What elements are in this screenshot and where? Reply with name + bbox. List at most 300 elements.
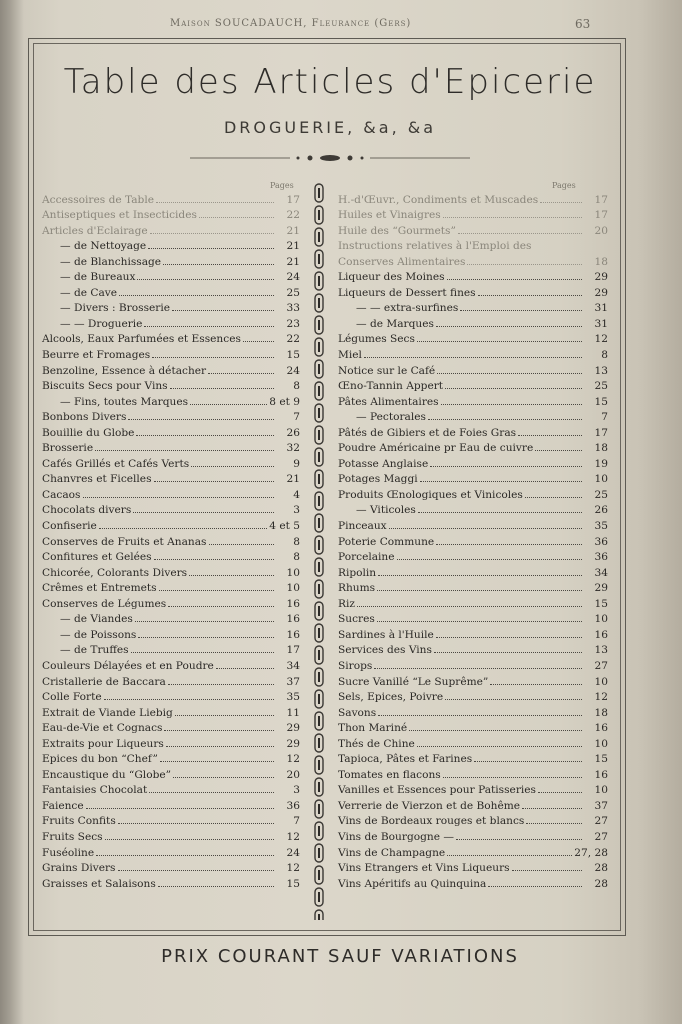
entry-page-number: 34	[286, 659, 300, 672]
dot-leader	[512, 870, 582, 871]
dot-leader	[478, 295, 582, 296]
entry-label: Fruits Confits	[42, 815, 116, 828]
dot-leader	[434, 652, 582, 653]
entry-page-number: 29	[594, 286, 608, 299]
index-entry	[338, 859, 608, 875]
entry-page-number: 15	[286, 349, 300, 362]
dot-leader	[191, 466, 274, 467]
dot-leader	[154, 559, 274, 560]
entry-label: Chocolats divers	[42, 504, 132, 517]
index-entry	[338, 190, 608, 206]
entry-label: Pinceaux	[338, 520, 387, 533]
dot-leader	[447, 855, 572, 856]
dot-leader	[397, 559, 582, 560]
index-entry	[42, 330, 300, 346]
entry-label: Pâtés de Gibiers et de Foies Gras	[338, 426, 517, 439]
dot-leader	[170, 388, 274, 389]
entry-page-number: 16	[594, 768, 608, 781]
index-entry	[338, 563, 608, 579]
index-entry	[338, 641, 608, 657]
entry-page-number: 24	[286, 271, 300, 284]
entry-label: Poterie Commune	[338, 535, 435, 548]
entry-page-number: 4 et 5	[269, 520, 300, 533]
index-entry	[42, 656, 300, 672]
entry-page-number: 8	[293, 551, 300, 564]
index-entry	[42, 516, 300, 532]
dot-leader	[138, 637, 274, 638]
index-entry	[338, 423, 608, 439]
dot-leader	[377, 621, 582, 622]
dot-leader	[377, 590, 582, 591]
dot-leader	[168, 606, 274, 607]
dot-leader	[199, 217, 274, 218]
entry-label: Verrerie de Vierzon et de Bohême	[338, 799, 521, 812]
entry-label: Sels, Epices, Poivre	[338, 691, 444, 704]
entry-page-number: 37	[594, 799, 608, 812]
dot-leader	[118, 870, 275, 871]
dot-leader	[540, 202, 582, 203]
dot-leader	[436, 326, 582, 327]
dot-leader	[538, 792, 582, 793]
entry-page-number: 22	[286, 333, 300, 346]
dot-leader	[420, 481, 582, 482]
entry-page-number: 12	[594, 691, 608, 704]
dot-leader	[133, 512, 274, 513]
entry-page-number: 31	[594, 317, 608, 330]
dot-leader	[458, 233, 582, 234]
entry-page-number: 36	[594, 535, 608, 548]
dot-leader	[135, 621, 274, 622]
entry-label: — de Nettoyage	[60, 240, 147, 253]
entry-page-number: 21	[286, 224, 300, 237]
entry-label: Potages Maggi	[338, 473, 418, 486]
index-entry	[338, 299, 608, 315]
entry-page-number: 15	[594, 753, 608, 766]
dot-leader	[99, 528, 267, 529]
index-entry	[42, 703, 300, 719]
entry-page-number: 10	[286, 566, 300, 579]
entry-label: Thés de Chine	[338, 737, 415, 750]
entry-label: — de Marques	[356, 317, 434, 330]
entry-label: — Viticoles	[356, 504, 416, 517]
index-entry	[42, 283, 300, 299]
entry-page-number: 15	[594, 395, 608, 408]
index-entry	[338, 672, 608, 688]
entry-page-number: 16	[286, 613, 300, 626]
index-entry	[42, 548, 300, 564]
entry-page-number: 36	[286, 799, 300, 812]
entry-page-number: 18	[594, 706, 608, 719]
left-index-column	[42, 190, 300, 890]
dot-leader	[526, 823, 582, 824]
entry-page-number: 36	[594, 551, 608, 564]
index-entry	[338, 206, 608, 222]
index-entry	[42, 827, 300, 843]
index-entry	[338, 532, 608, 548]
index-entry	[338, 719, 608, 735]
index-entry	[42, 688, 300, 704]
index-entry	[42, 796, 300, 812]
index-entry	[338, 485, 608, 501]
page-subtitle: DROGUERIE, &a, &a	[223, 118, 437, 137]
index-entry	[338, 439, 608, 455]
index-entry	[42, 190, 300, 206]
index-entry	[42, 501, 300, 517]
dot-leader	[430, 466, 582, 467]
index-entry	[42, 485, 300, 501]
entry-page-number: 31	[594, 302, 608, 315]
index-entry	[42, 781, 300, 797]
entry-page-number: 15	[286, 877, 300, 890]
entry-label: Bonbons Divers	[42, 411, 127, 424]
entry-page-number: 37	[286, 675, 300, 688]
entry-label: Vins de Bourgogne —	[338, 830, 454, 843]
dot-leader	[119, 295, 274, 296]
index-entry	[42, 299, 300, 315]
dot-leader	[441, 404, 582, 405]
entry-label: Eau-de-Vie et Cognacs	[42, 722, 163, 735]
dot-leader	[137, 279, 274, 280]
index-entry	[338, 454, 608, 470]
dot-leader	[357, 606, 582, 607]
entry-page-number: 12	[594, 333, 608, 346]
entry-page-number: 17	[286, 644, 300, 657]
entry-page-number: 27	[594, 659, 608, 672]
index-entry	[42, 859, 300, 875]
page-title: Table des Articles d'Epicerie	[63, 62, 597, 102]
entry-page-number: 13	[594, 364, 608, 377]
entry-page-number: 20	[286, 768, 300, 781]
entry-page-number: 27, 28	[574, 846, 608, 859]
dot-leader	[417, 341, 582, 342]
index-entry	[338, 314, 608, 330]
dot-leader	[443, 217, 582, 218]
dot-leader	[150, 233, 274, 234]
index-entry	[338, 594, 608, 610]
index-entry	[42, 734, 300, 750]
index-entry	[338, 796, 608, 812]
entry-label: — de Poissons	[60, 628, 137, 641]
index-entry	[338, 548, 608, 564]
entry-label: Sucres	[338, 613, 375, 626]
entry-page-number: 33	[286, 302, 300, 315]
entry-page-number: 7	[293, 815, 300, 828]
index-entry	[42, 750, 300, 766]
entry-page-number: 29	[286, 737, 300, 750]
entry-page-number: 8 et 9	[269, 395, 300, 408]
index-entry	[42, 314, 300, 330]
entry-label: — — Droguerie	[60, 317, 143, 330]
entry-label: Fruits Secs	[42, 830, 103, 843]
entry-label: Huiles et Vinaigres	[338, 209, 441, 222]
index-entry	[338, 688, 608, 704]
entry-label: Sirops	[338, 659, 373, 672]
dot-leader	[86, 808, 274, 809]
entry-label: Chicorée, Colorants Divers	[42, 566, 188, 579]
entry-label: Colle Forte	[42, 691, 102, 704]
dot-leader	[418, 512, 582, 513]
entry-label: Fantaisies Chocolat	[42, 784, 148, 797]
dot-leader	[490, 684, 582, 685]
index-entry	[338, 827, 608, 843]
entry-page-number: 28	[594, 877, 608, 890]
dot-leader	[156, 202, 274, 203]
entry-label: Articles d'Eclairage	[42, 224, 148, 237]
entry-label: Potasse Anglaise	[338, 457, 429, 470]
index-entry	[42, 439, 300, 455]
dot-leader	[148, 248, 274, 249]
entry-page-number: 21	[286, 240, 300, 253]
index-entry	[338, 703, 608, 719]
dot-leader	[144, 326, 274, 327]
entry-page-number: 17	[286, 193, 300, 206]
index-entry	[338, 237, 608, 253]
dot-leader	[189, 575, 274, 576]
entry-page-number: 26	[286, 426, 300, 439]
entry-page-number: 27	[594, 815, 608, 828]
dot-leader	[96, 855, 274, 856]
index-entry	[42, 454, 300, 470]
entry-label: Faience	[42, 799, 84, 812]
dot-leader	[173, 777, 274, 778]
entry-page-number: 7	[293, 411, 300, 424]
dot-leader	[163, 264, 274, 265]
dot-leader	[417, 746, 582, 747]
index-entry	[42, 610, 300, 626]
dot-leader	[437, 373, 582, 374]
entry-label: Grains Divers	[42, 862, 116, 875]
index-entry	[338, 392, 608, 408]
index-entry	[338, 874, 608, 890]
entry-page-number: 8	[293, 535, 300, 548]
entry-page-number: 19	[594, 457, 608, 470]
entry-label: Porcelaine	[338, 551, 395, 564]
index-entry	[42, 345, 300, 361]
dot-leader	[83, 497, 275, 498]
dot-leader	[136, 435, 274, 436]
entry-label: Tomates en flacons	[338, 768, 441, 781]
entry-page-number: 18	[594, 255, 608, 268]
index-entry	[338, 516, 608, 532]
entry-label: Sucre Vanillé “Le Suprême”	[338, 675, 489, 688]
entry-page-number: 17	[594, 209, 608, 222]
entry-label: Accessoires de Table	[42, 193, 154, 206]
entry-label: Liqueurs de Dessert fines	[338, 286, 476, 299]
entry-label: Liqueur des Moines	[338, 271, 445, 284]
index-entry	[338, 781, 608, 797]
index-entry	[338, 252, 608, 268]
index-entry	[42, 843, 300, 859]
dot-leader	[525, 497, 582, 498]
index-entry	[42, 563, 300, 579]
entry-label: Biscuits Secs pour Vins	[42, 380, 168, 393]
dot-leader	[389, 528, 582, 529]
entry-label: Œno-Tannin Appert	[338, 380, 444, 393]
entry-label: Poudre Américaine pr Eau de cuivre	[338, 442, 534, 455]
index-entry	[42, 377, 300, 393]
entry-page-number: 10	[594, 737, 608, 750]
entry-page-number: 8	[293, 380, 300, 393]
index-entry	[338, 330, 608, 346]
dot-leader	[364, 357, 582, 358]
entry-label: Brosserie	[42, 442, 94, 455]
index-entry	[42, 641, 300, 657]
entry-page-number: 32	[286, 442, 300, 455]
index-entry	[338, 610, 608, 626]
index-entry	[42, 408, 300, 424]
dot-leader	[208, 373, 274, 374]
entry-label: Epices du bon “Chef”	[42, 753, 158, 766]
index-entry	[338, 656, 608, 672]
entry-page-number: 23	[286, 317, 300, 330]
ornamental-column-divider	[312, 180, 326, 920]
entry-label: Thon Mariné	[338, 722, 408, 735]
flourish-ornament	[190, 152, 470, 164]
index-entry	[338, 501, 608, 517]
entry-page-number: 10	[594, 613, 608, 626]
dot-leader	[166, 746, 274, 747]
index-entry	[338, 812, 608, 828]
entry-label: Crêmes et Entremets	[42, 582, 157, 595]
entry-label: — de Blanchissage	[60, 255, 162, 268]
dot-leader	[95, 450, 274, 451]
entry-label: — Fins, toutes Marques	[60, 395, 189, 408]
index-entry	[338, 408, 608, 424]
entry-page-number: 16	[594, 722, 608, 735]
footer-note: PRIX COURANT SAUF VARIATIONS	[161, 946, 519, 967]
index-entry	[42, 206, 300, 222]
index-entry	[42, 625, 300, 641]
index-entry	[42, 719, 300, 735]
dot-leader	[149, 792, 274, 793]
index-entry	[42, 237, 300, 253]
entry-page-number: 12	[286, 862, 300, 875]
entry-page-number: 3	[293, 784, 300, 797]
entry-page-number: 29	[594, 582, 608, 595]
dot-leader	[447, 279, 582, 280]
entry-label: Alcools, Eaux Parfumées et Essences	[42, 333, 241, 346]
entry-page-number: 34	[594, 566, 608, 579]
dot-leader	[522, 808, 582, 809]
entry-label: Extrait de Viande Liebig	[42, 706, 173, 719]
index-entry	[338, 361, 608, 377]
index-entry	[42, 268, 300, 284]
entry-page-number: 24	[286, 846, 300, 859]
dot-leader	[105, 839, 274, 840]
index-entry	[338, 221, 608, 237]
entry-label: Vins de Bordeaux rouges et blancs	[338, 815, 525, 828]
entry-page-number: 11	[286, 706, 300, 719]
entry-page-number: 16	[286, 628, 300, 641]
dot-leader	[436, 544, 582, 545]
dot-leader	[158, 886, 274, 887]
entry-label: Bouillie du Globe	[42, 426, 135, 439]
entry-label: — de Bureaux	[60, 271, 136, 284]
dot-leader	[131, 652, 274, 653]
dot-leader	[160, 761, 274, 762]
index-entry	[338, 345, 608, 361]
entry-label: Huile des “Gourmets”	[338, 224, 456, 237]
entry-label: Sardines à l'Huile	[338, 628, 434, 641]
entry-label: Pâtes Alimentaires	[338, 395, 439, 408]
entry-label: Vins de Champagne	[338, 846, 446, 859]
index-entry	[42, 252, 300, 268]
index-entry	[42, 874, 300, 890]
entry-page-number: 10	[594, 784, 608, 797]
entry-page-number: 7	[601, 411, 608, 424]
entry-label: Légumes Secs	[338, 333, 415, 346]
entry-label: Conserves de Légumes	[42, 597, 167, 610]
entry-label: Notice sur le Café	[338, 364, 436, 377]
dot-leader	[474, 761, 582, 762]
index-entry	[42, 672, 300, 688]
entry-label: Tapioca, Pâtes et Farines	[338, 753, 473, 766]
entry-page-number: 28	[594, 862, 608, 875]
entry-page-number: 12	[286, 830, 300, 843]
entry-label: — Divers : Brosserie	[60, 302, 170, 315]
dot-leader	[190, 404, 267, 405]
dot-leader	[164, 730, 274, 731]
dot-leader	[168, 684, 274, 685]
entry-label: Antiseptiques et Insecticides	[42, 209, 197, 222]
entry-page-number: 25	[594, 380, 608, 393]
index-entry	[42, 361, 300, 377]
left-pages-heading: Pages	[270, 181, 294, 190]
right-pages-heading: Pages	[552, 181, 576, 190]
dot-leader	[374, 668, 582, 669]
entry-page-number: 21	[286, 255, 300, 268]
index-entry	[338, 734, 608, 750]
dot-leader	[128, 419, 274, 420]
entry-page-number: 3	[293, 504, 300, 517]
entry-page-number: 17	[594, 426, 608, 439]
entry-label: — de Truffes	[60, 644, 129, 657]
dot-leader	[172, 310, 274, 311]
index-entry	[42, 812, 300, 828]
dot-leader	[445, 388, 582, 389]
entry-page-number: 26	[594, 504, 608, 517]
entry-label: Vanilles et Essences pour Patisseries	[338, 784, 536, 797]
index-entry	[338, 750, 608, 766]
entry-page-number: 35	[594, 520, 608, 533]
entry-label: Beurre et Fromages	[42, 349, 151, 362]
entry-page-number: 29	[286, 722, 300, 735]
entry-label: Couleurs Délayées et en Poudre	[42, 659, 214, 672]
entry-label: — de Viandes	[60, 613, 133, 626]
entry-label: Rhums	[338, 582, 376, 595]
entry-page-number: 29	[594, 271, 608, 284]
index-entry	[42, 594, 300, 610]
entry-page-number: 9	[293, 457, 300, 470]
entry-page-number: 10	[286, 582, 300, 595]
dot-leader	[216, 668, 274, 669]
entry-page-number: 20	[594, 224, 608, 237]
entry-label: Cafés Grillés et Cafés Verts	[42, 457, 190, 470]
entry-label: Miel	[338, 349, 362, 362]
dot-leader	[378, 575, 582, 576]
index-entry	[338, 843, 608, 859]
entry-page-number: 25	[286, 286, 300, 299]
entry-label: Conserves de Fruits et Ananas	[42, 535, 207, 548]
entry-page-number: 16	[594, 628, 608, 641]
entry-label: Services des Vins	[338, 644, 432, 657]
entry-label: Confitures et Gelées	[42, 551, 152, 564]
entry-label: Graisses et Salaisons	[42, 877, 156, 890]
dot-leader	[159, 590, 274, 591]
entry-page-number: 12	[286, 753, 300, 766]
index-entry	[338, 765, 608, 781]
index-entry	[42, 221, 300, 237]
